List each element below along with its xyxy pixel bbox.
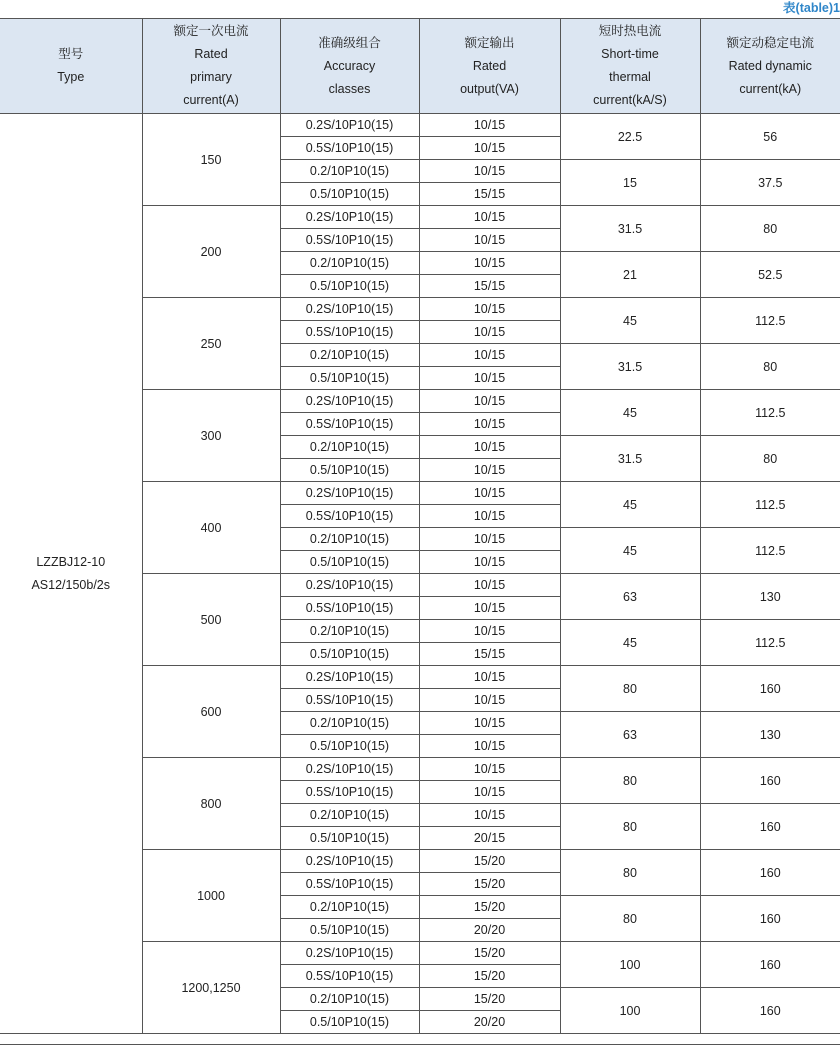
type-model: LZZBJ12-10 xyxy=(36,554,106,569)
rated-output-cell: 10/15 xyxy=(419,298,560,321)
thermal-current-cell: 45 xyxy=(560,528,700,574)
accuracy-class-cell: 0.5/10P10(15) xyxy=(280,551,419,574)
accuracy-class-cell: 0.2/10P10(15) xyxy=(280,896,419,919)
rated-output-cell: 15/20 xyxy=(419,965,560,988)
thermal-current-cell: 31.5 xyxy=(560,344,700,390)
type-cell xyxy=(0,114,142,1034)
accuracy-class-cell: 0.5S/10P10(15) xyxy=(280,321,419,344)
dynamic-current-cell: 160 xyxy=(700,942,840,988)
rated-output-cell: 10/15 xyxy=(419,229,560,252)
rated-primary-current-cell: 600 xyxy=(142,666,280,758)
rated-output-cell: 10/15 xyxy=(419,551,560,574)
accuracy-class-cell: 0.5S/10P10(15) xyxy=(280,505,419,528)
header-rated-primary-current: 额定一次电流 Rated primary current(A) xyxy=(142,19,280,114)
header-accuracy-classes: 准确级组合 Accuracy classes xyxy=(280,19,419,114)
rated-output-cell: 15/20 xyxy=(419,988,560,1011)
rated-output-cell: 10/15 xyxy=(419,574,560,597)
dynamic-current-cell: 160 xyxy=(700,666,840,712)
rated-output-cell: 10/15 xyxy=(419,114,560,137)
thermal-current-cell: 80 xyxy=(560,850,700,896)
accuracy-class-cell: 0.5S/10P10(15) xyxy=(280,965,419,988)
rated-primary-current-cell: 1200,1250 xyxy=(142,942,280,1034)
accuracy-class-cell: 0.5S/10P10(15) xyxy=(280,689,419,712)
rated-output-cell: 10/15 xyxy=(419,528,560,551)
rated-primary-current-cell: 400 xyxy=(142,482,280,574)
rated-output-cell: 10/15 xyxy=(419,436,560,459)
rated-output-cell: 10/15 xyxy=(419,390,560,413)
dynamic-current-cell: 112.5 xyxy=(700,528,840,574)
accuracy-class-cell: 0.5/10P10(15) xyxy=(280,367,419,390)
rated-output-cell: 15/20 xyxy=(419,896,560,919)
dynamic-current-cell: 80 xyxy=(700,344,840,390)
header-rated-dynamic-current: 额定动稳定电流 Rated dynamic current(kA) xyxy=(700,19,840,114)
thermal-current-cell: 45 xyxy=(560,620,700,666)
rated-output-cell: 15/20 xyxy=(419,942,560,965)
rated-output-cell: 10/15 xyxy=(419,459,560,482)
rated-output-cell: 10/15 xyxy=(419,160,560,183)
accuracy-class-cell: 0.2/10P10(15) xyxy=(280,252,419,275)
header-short-time-thermal-current: 短时热电流 Short-time thermal current(kA/S) xyxy=(560,19,700,114)
accuracy-class-cell: 0.2S/10P10(15) xyxy=(280,850,419,873)
thermal-current-cell: 45 xyxy=(560,482,700,528)
header-rated-output: 额定输出 Rated output(VA) xyxy=(419,19,560,114)
accuracy-class-cell: 0.2/10P10(15) xyxy=(280,988,419,1011)
dynamic-current-cell: 130 xyxy=(700,712,840,758)
accuracy-class-cell: 0.5/10P10(15) xyxy=(280,183,419,206)
accuracy-class-cell: 0.5S/10P10(15) xyxy=(280,137,419,160)
rated-output-cell: 15/20 xyxy=(419,873,560,896)
rated-output-cell: 10/15 xyxy=(419,804,560,827)
dynamic-current-cell: 52.5 xyxy=(700,252,840,298)
accuracy-class-cell: 0.5S/10P10(15) xyxy=(280,781,419,804)
accuracy-class-cell: 0.5/10P10(15) xyxy=(280,275,419,298)
dynamic-current-cell: 112.5 xyxy=(700,298,840,344)
dynamic-current-cell: 160 xyxy=(700,758,840,804)
accuracy-class-cell: 0.2S/10P10(15) xyxy=(280,758,419,781)
thermal-current-cell: 31.5 xyxy=(560,206,700,252)
rated-output-cell: 10/15 xyxy=(419,597,560,620)
thermal-current-cell: 45 xyxy=(560,390,700,436)
accuracy-class-cell: 0.5S/10P10(15) xyxy=(280,597,419,620)
accuracy-class-cell: 0.5S/10P10(15) xyxy=(280,229,419,252)
thermal-current-cell: 80 xyxy=(560,758,700,804)
header-type: 型号 Type xyxy=(0,19,142,114)
rated-primary-current-cell: 250 xyxy=(142,298,280,390)
thermal-current-cell: 80 xyxy=(560,666,700,712)
thermal-current-cell: 63 xyxy=(560,712,700,758)
rated-primary-current-cell: 1000 xyxy=(142,850,280,942)
dynamic-current-cell: 160 xyxy=(700,896,840,942)
accuracy-class-cell: 0.2S/10P10(15) xyxy=(280,482,419,505)
rated-output-cell: 20/15 xyxy=(419,827,560,850)
accuracy-class-cell: 0.2S/10P10(15) xyxy=(280,942,419,965)
accuracy-class-cell: 0.5S/10P10(15) xyxy=(280,873,419,896)
dynamic-current-cell: 37.5 xyxy=(700,160,840,206)
thermal-current-cell: 45 xyxy=(560,298,700,344)
accuracy-class-cell: 0.2/10P10(15) xyxy=(280,344,419,367)
accuracy-class-cell: 0.2S/10P10(15) xyxy=(280,206,419,229)
rated-output-cell: 10/15 xyxy=(419,758,560,781)
dynamic-current-cell: 80 xyxy=(700,436,840,482)
accuracy-class-cell: 0.2S/10P10(15) xyxy=(280,390,419,413)
dynamic-current-cell: 160 xyxy=(700,850,840,896)
dynamic-current-cell: 112.5 xyxy=(700,482,840,528)
rated-output-cell: 10/15 xyxy=(419,252,560,275)
rated-output-cell: 10/15 xyxy=(419,206,560,229)
accuracy-class-cell: 0.2/10P10(15) xyxy=(280,712,419,735)
rated-output-cell: 10/15 xyxy=(419,344,560,367)
accuracy-class-cell: 0.5/10P10(15) xyxy=(280,735,419,758)
rated-output-cell: 10/15 xyxy=(419,781,560,804)
accuracy-class-cell: 0.2S/10P10(15) xyxy=(280,666,419,689)
rated-output-cell: 10/15 xyxy=(419,482,560,505)
rated-output-cell: 10/15 xyxy=(419,620,560,643)
thermal-current-cell: 80 xyxy=(560,804,700,850)
dynamic-current-cell: 160 xyxy=(700,988,840,1034)
accuracy-class-cell: 0.5/10P10(15) xyxy=(280,1011,419,1034)
dynamic-current-cell: 130 xyxy=(700,574,840,620)
accuracy-class-cell: 0.5S/10P10(15) xyxy=(280,413,419,436)
dynamic-current-cell: 160 xyxy=(700,804,840,850)
rated-output-cell: 10/15 xyxy=(419,505,560,528)
accuracy-class-cell: 0.5/10P10(15) xyxy=(280,919,419,942)
accuracy-class-cell: 0.5/10P10(15) xyxy=(280,827,419,850)
thermal-current-cell: 31.5 xyxy=(560,436,700,482)
table-body xyxy=(0,114,840,1034)
table-bottom-rule xyxy=(0,1044,840,1045)
rated-output-cell: 10/15 xyxy=(419,413,560,436)
dynamic-current-cell: 56 xyxy=(700,114,840,160)
rated-primary-current-cell: 300 xyxy=(142,390,280,482)
accuracy-class-cell: 0.2S/10P10(15) xyxy=(280,298,419,321)
rated-output-cell: 15/15 xyxy=(419,183,560,206)
rated-output-cell: 10/15 xyxy=(419,712,560,735)
rated-output-cell: 15/15 xyxy=(419,275,560,298)
rated-output-cell: 10/15 xyxy=(419,367,560,390)
accuracy-class-cell: 0.2/10P10(15) xyxy=(280,620,419,643)
rated-primary-current-cell: 200 xyxy=(142,206,280,298)
accuracy-class-cell: 0.2/10P10(15) xyxy=(280,160,419,183)
dynamic-current-cell: 80 xyxy=(700,206,840,252)
rated-output-cell: 20/20 xyxy=(419,919,560,942)
rated-output-cell: 10/15 xyxy=(419,321,560,344)
accuracy-class-cell: 0.5/10P10(15) xyxy=(280,643,419,666)
table-header-row xyxy=(0,19,840,114)
accuracy-class-cell: 0.5/10P10(15) xyxy=(280,459,419,482)
thermal-current-cell: 100 xyxy=(560,942,700,988)
rated-output-cell: 20/20 xyxy=(419,1011,560,1034)
accuracy-class-cell: 0.2/10P10(15) xyxy=(280,804,419,827)
rated-primary-current-cell: 800 xyxy=(142,758,280,850)
thermal-current-cell: 100 xyxy=(560,988,700,1034)
table-caption: 表(table)1 xyxy=(783,1,840,15)
rated-output-cell: 10/15 xyxy=(419,666,560,689)
thermal-current-cell: 80 xyxy=(560,896,700,942)
spec-table xyxy=(0,18,840,1034)
rated-output-cell: 10/15 xyxy=(419,735,560,758)
rated-output-cell: 15/20 xyxy=(419,850,560,873)
type-model-sub: AS12/150b/2s xyxy=(31,577,111,592)
thermal-current-cell: 15 xyxy=(560,160,700,206)
thermal-current-cell: 21 xyxy=(560,252,700,298)
rated-output-cell: 10/15 xyxy=(419,689,560,712)
dynamic-current-cell: 112.5 xyxy=(700,390,840,436)
accuracy-class-cell: 0.2S/10P10(15) xyxy=(280,574,419,597)
accuracy-class-cell: 0.2S/10P10(15) xyxy=(280,114,419,137)
rated-primary-current-cell: 500 xyxy=(142,574,280,666)
table-row xyxy=(0,114,840,137)
accuracy-class-cell: 0.2/10P10(15) xyxy=(280,528,419,551)
thermal-current-cell: 63 xyxy=(560,574,700,620)
rated-output-cell: 10/15 xyxy=(419,137,560,160)
rated-output-cell: 15/15 xyxy=(419,643,560,666)
rated-primary-current-cell: 150 xyxy=(142,114,280,206)
thermal-current-cell: 22.5 xyxy=(560,114,700,160)
dynamic-current-cell: 112.5 xyxy=(700,620,840,666)
accuracy-class-cell: 0.2/10P10(15) xyxy=(280,436,419,459)
